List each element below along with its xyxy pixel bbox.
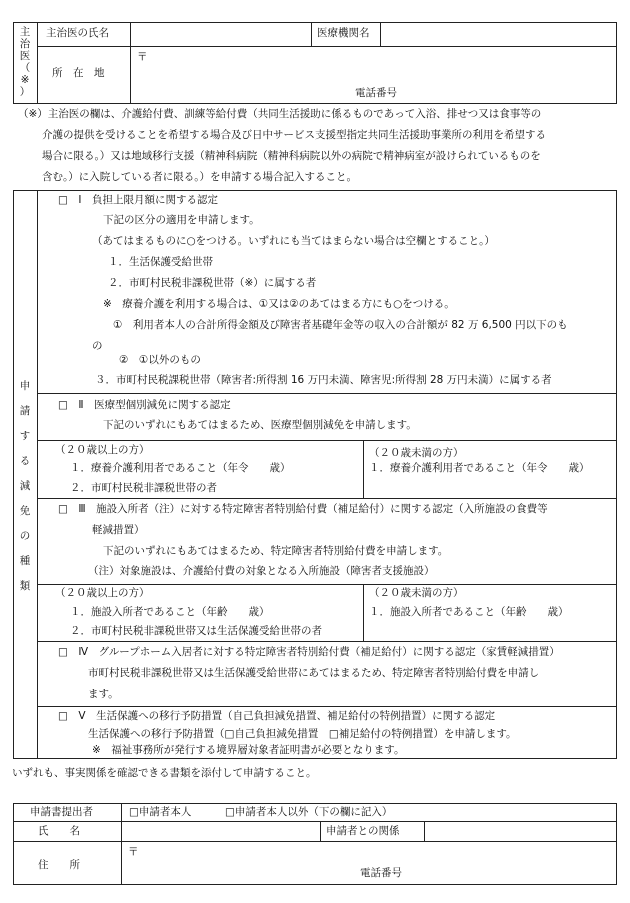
- physician-side-divider: [37, 22, 38, 104]
- submitter-name-label: 氏 名: [38, 825, 80, 837]
- submitter-option-self[interactable]: □申請者本人: [129, 806, 192, 818]
- sec3-left-item-1[interactable]: １．施設入所者であること（年齢 歳）: [70, 606, 270, 618]
- sec2-right-head: （２０歳未満の方）: [369, 447, 464, 459]
- postal-mark: 〒: [137, 51, 148, 63]
- sec2-subtable-split: [363, 440, 364, 498]
- sec2-left-item-1[interactable]: １．療養介護利用者であること（年令 歳）: [70, 462, 291, 474]
- sec2-left-item-2[interactable]: ２．市町村民税非課税世帯の者: [70, 482, 217, 494]
- sec4-line-2: ます。: [88, 688, 119, 700]
- submitter-phone-label: 電話番号: [360, 867, 402, 879]
- physician-address-label: 所 在 地: [52, 67, 105, 79]
- physician-note-line-1: （※）主治医の欄は、介護給付費、訓練等給付費（共同生活援助に係るものであって入浴、排せつ又は食事等の: [18, 108, 542, 120]
- sec1-title[interactable]: □ Ⅰ 負担上限月額に関する認定: [58, 194, 219, 206]
- sec3-right-item-1[interactable]: １．施設入所者であること（年齢 歳）: [369, 606, 569, 618]
- relation-label: 申請者との関係: [326, 825, 400, 837]
- submitter-address-label: 住 所: [38, 859, 80, 871]
- submitter-name-field[interactable]: [122, 822, 319, 840]
- sec1-item-2-note: ※ 療養介護を利用する場合は、①又は②のあてはまる方にも○をつける。: [103, 298, 455, 310]
- institution-field[interactable]: [381, 23, 616, 45]
- sec3-left-head: （２０歳以上の方）: [55, 587, 150, 599]
- reduction-side-divider: [37, 190, 38, 759]
- sec3-bottom-divider: [37, 641, 617, 642]
- sec2-subtable-top: [37, 440, 617, 441]
- submitter-option-other[interactable]: □申請者本人以外（下の欄に記入）: [225, 806, 393, 818]
- physician-note-line-4: 含む。）に入院している者に限る。）を申請する場合記入すること。: [42, 171, 357, 183]
- sec1-choice-1[interactable]: ① 利用者本人の合計所得金額及び障害者基礎年金等の収入の合計額が 82 万 6,500 円以下のも: [113, 319, 568, 331]
- sec1-line-2: （あてはまるものに○をつける。いずれにも当てはまらない場合は空欄とすること。）: [92, 235, 495, 247]
- sec3-note: （注）対象施設は、介護給付費の対象となる入所施設（障害者支援施設）: [88, 565, 435, 577]
- institution-label: 医療機関名: [317, 27, 370, 39]
- physician-phone-label: 電話番号: [355, 87, 397, 99]
- physician-note-line-3: 場合に限る。）又は地域移行支援（精神科病院（精神科病院以外の病院で精神病室が設けられているものを: [42, 150, 541, 162]
- sec2-right-item-1[interactable]: １．療養介護利用者であること（年令 歳）: [369, 462, 590, 474]
- sec1-item-2[interactable]: ２．市町村民税非課税世帯（※）に属する者: [108, 277, 317, 289]
- physician-note-line-2: 介護の提供を受けることを希望する場合及び日中サービス支援型指定共同生活援助事業所の利用を希望する: [42, 129, 546, 141]
- sec3-subtable-top: [37, 584, 617, 585]
- sec2-left-head: （２０歳以上の方）: [55, 444, 150, 456]
- reduction-side-label: 申 請 す る 減 免 の 種 類: [19, 380, 31, 592]
- sec1-choice-2[interactable]: ② ①以外のもの: [119, 354, 201, 366]
- attach-note: いずれも、事実関係を確認できる書類を添付して申請すること。: [12, 767, 317, 779]
- sec3-left-item-2[interactable]: ２．市町村民税非課税世帯又は生活保護受給世帯の者: [70, 625, 322, 637]
- sec1-bottom-divider: [37, 393, 617, 394]
- sec5-title[interactable]: □ Ⅴ 生活保護への移行予防措置（自己負担減免措置、補足給付の特例措置）に関する認定: [58, 710, 496, 722]
- sec2-line-1: 下記のいずれにもあてはまるため、医療型個別減免を申請します。: [103, 419, 417, 431]
- sec4-title[interactable]: □ Ⅳ グループホーム入居者に対する特定障害者特別給付費（補足給付）に関する認定（家賃軽減措置）: [58, 646, 560, 658]
- sec4-bottom-divider: [37, 706, 617, 707]
- relation-label-left-divider: [320, 821, 321, 841]
- sec1-item-3[interactable]: ３．市町村民税課税世帯（障害者:所得割 16 万円未満、障害児:所得割 28 万円未満）に属する者: [95, 374, 552, 386]
- institution-label-left-divider: [311, 22, 312, 46]
- sec2-title[interactable]: □ Ⅱ 医療型個別減免に関する認定: [58, 399, 231, 411]
- sec5-line-2: ※ 福祉事務所が発行する境界層対象者証明書が必要となります。: [92, 744, 405, 756]
- physician-side-label: 主 治 医 （ ※ ）: [19, 26, 31, 98]
- sec3-line-1: 下記のいずれにもあてはまるため、特定障害者特別給付費を申請します。: [103, 545, 449, 557]
- physician-name-label: 主治医の氏名: [46, 27, 109, 39]
- physician-name-field[interactable]: [131, 23, 310, 45]
- sec2-bottom-divider: [37, 498, 617, 499]
- sec3-subtable-split: [363, 584, 364, 641]
- sec1-item-1[interactable]: １．生活保護受給世帯: [108, 256, 213, 268]
- sec3-title-cont: 軽減措置）: [92, 524, 145, 536]
- sec3-title[interactable]: □ Ⅲ 施設入所者（注）に対する特定障害者特別給付費（補足給付）に関する認定（入所施設の食費等: [58, 503, 548, 515]
- sec3-right-head: （２０歳未満の方）: [369, 587, 464, 599]
- sec4-line-1: 市町村民税非課税世帯又は生活保護受給世帯にあてはまるため、特定障害者特別給付費を申請し: [88, 667, 540, 679]
- sec5-line-1[interactable]: 生活保護への移行予防措置（□自己負担減免措置 □補足給付の特例措置）を申請します。: [88, 728, 517, 740]
- sec1-choice-1-cont: の: [92, 340, 103, 352]
- sec1-line-1: 下記の区分の適用を申請します。: [103, 214, 260, 226]
- submitter-postal-mark: 〒: [128, 846, 139, 858]
- submitter-label: 申請書提出者: [30, 806, 93, 818]
- relation-field[interactable]: [425, 822, 616, 840]
